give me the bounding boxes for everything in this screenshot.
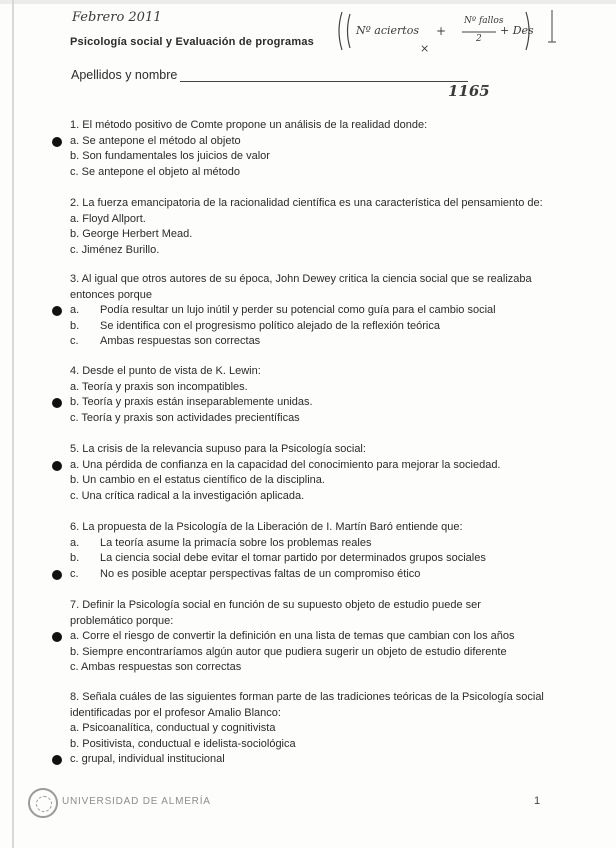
question-stem: 5. La crisis de la relevancia supuso para la Psicología social: (70, 443, 366, 455)
answer-mark (52, 755, 62, 765)
formula-term-des: + Des (500, 24, 534, 37)
question-4 (70, 364, 560, 426)
option-a[interactable]: a. Se antepone el método al objeto (70, 134, 560, 150)
option-b[interactable]: b. La ciencia social debe evitar el tomar partido por determinados grupos sociales (70, 552, 486, 564)
option-a[interactable]: a. La teoría asume la primacía sobre los problemas reales (70, 536, 372, 549)
option-c[interactable]: c. Ambas respuestas son correctas (70, 661, 242, 673)
option-c[interactable]: c. Jiménez Burillo. (70, 243, 160, 256)
option-b[interactable]: b. Un cambio en el estatus científico de la disciplina. (70, 474, 325, 486)
scan-edge-top (0, 0, 616, 4)
question-stem-cont: entonces porque (70, 288, 152, 301)
formula-term-aciertos: Nº aciertos (356, 24, 419, 37)
option-b[interactable]: b. Se identifica con el progresismo político alejado de la reflexión teórica (70, 319, 440, 332)
answer-mark (52, 137, 62, 147)
option-a[interactable]: a. Teoría y praxis son incompatibles. (70, 380, 248, 393)
answer-mark (52, 398, 62, 408)
formula-plus: + (436, 24, 447, 38)
question-1 (70, 118, 560, 180)
scan-edge-left (12, 0, 14, 848)
formula-term-fallos: Nº fallos (464, 16, 504, 26)
option-c[interactable]: c. Ambas respuestas son correctas (70, 335, 261, 347)
question-stem: 3. Al igual que otros autores de su época, John Dewey critica la ciencia social que se realizaba (70, 273, 532, 285)
handwritten-formula (336, 8, 560, 54)
page-number: 1 (534, 795, 541, 807)
option-a[interactable]: a. Psicoanalítica, conductual y cognitivista (70, 722, 276, 734)
question-stem-cont: identificadas por el profesor Amalio Blanco: (70, 706, 281, 719)
question-stem: 7. Definir la Psicología social en función de su supuesto objeto de estudio puede ser (70, 599, 481, 611)
option-a[interactable]: a. Podía resultar un lujo inútil y perder su potencial como guía para el cambio social (70, 303, 560, 319)
university-name: UNIVERSIDAD DE ALMERÍA (62, 796, 211, 807)
option-c[interactable]: c. Teoría y praxis son actividades precientíficas (70, 411, 300, 424)
handwritten-score: 1165 (448, 82, 490, 100)
answer-mark (52, 632, 62, 642)
option-c[interactable]: c. Se antepone el objeto al método (70, 165, 241, 178)
question-7 (70, 598, 560, 676)
question-8 (70, 690, 560, 768)
option-b[interactable]: b. George Herbert Mead. (70, 228, 193, 240)
answer-mark (52, 570, 62, 580)
handwritten-date: Febrero 2011 (72, 10, 162, 25)
answer-mark (52, 306, 62, 316)
option-a[interactable]: a. Corre el riesgo de convertir la definición en una lista de temas que cambian con los años (70, 629, 560, 645)
course-title: Psicología social y Evaluación de programas (70, 36, 314, 48)
answer-mark (52, 461, 62, 471)
question-stem: 2. La fuerza emancipatoria de la racionalidad científica es una característica del pensamiento de: (70, 197, 543, 209)
university-seal-icon (28, 788, 58, 818)
option-c[interactable]: c. No es posible aceptar perspectivas faltas de un compromiso ético (70, 567, 560, 583)
question-stem-cont: problemático porque: (70, 614, 174, 627)
name-label: Apellidos y nombre (71, 68, 178, 82)
question-stem: 6. La propuesta de la Psicología de la Liberación de I. Martín Baró entiende que: (70, 521, 463, 533)
formula-denominator: 2 (476, 34, 482, 44)
question-stem: 4. Desde el punto de vista de K. Lewin: (70, 365, 261, 377)
option-a[interactable]: a. Floyd Allport. (70, 212, 146, 225)
question-3 (70, 272, 560, 350)
question-2 (70, 196, 560, 258)
option-b[interactable]: b. Teoría y praxis están inseparablemente unidas. (70, 395, 560, 411)
question-5 (70, 442, 560, 504)
option-c[interactable]: c. grupal, individual institucional (70, 752, 560, 768)
option-c[interactable]: c. Una crítica radical a la investigación aplicada. (70, 489, 305, 502)
question-6 (70, 520, 560, 582)
question-stem: 1. El método positivo de Comte propone un análisis de la realidad donde: (70, 119, 428, 131)
option-a[interactable]: a. Una pérdida de confianza en la capacidad del conocimiento para mejorar la sociedad. (70, 458, 560, 474)
option-b[interactable]: b. Son fundamentales los juicios de valor (70, 150, 270, 162)
name-blank-line (180, 81, 468, 82)
question-stem: 8. Señala cuáles de las siguientes forman parte de las tradiciones teóricas de la Psicología social (70, 691, 544, 703)
option-b[interactable]: b. Siempre encontraríamos algún autor que pudiera sugerir un objeto de estudio diferente (70, 645, 507, 658)
option-b[interactable]: b. Positivista, conductual e idelista-sociológica (70, 737, 296, 750)
formula-times: × (420, 42, 430, 55)
